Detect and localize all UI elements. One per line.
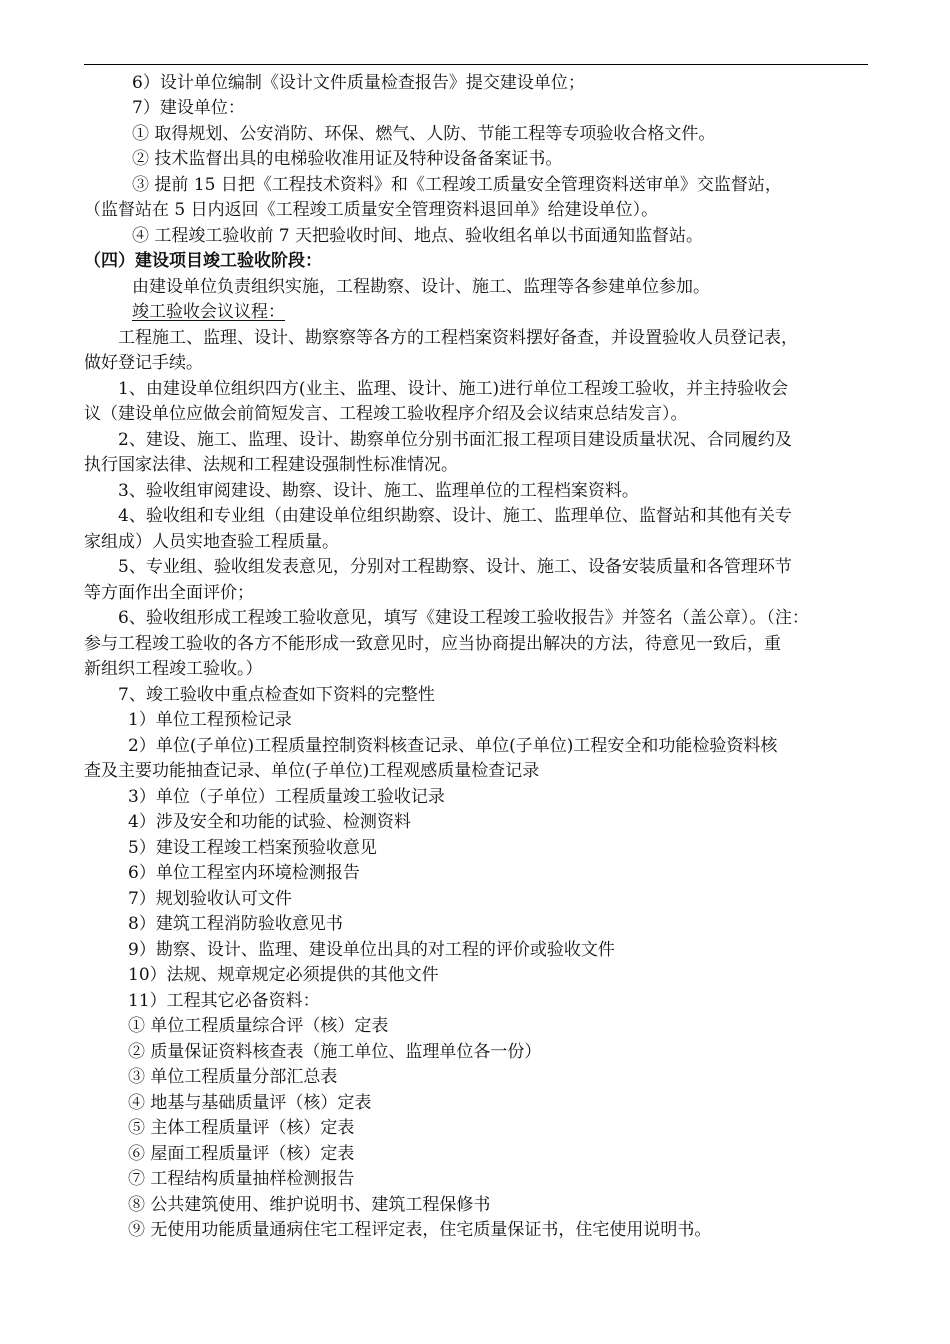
text-line: ⑤ 主体工程质量评（核）定表 xyxy=(128,1118,355,1138)
text-line: 9）勘察、设计、监理、建设单位出具的对工程的评价或验收文件 xyxy=(128,940,615,960)
text-line: 1、由建设单位组织四方(业主、监理、设计、施工)进行单位工程竣工验收，并主持验收会 xyxy=(118,379,789,399)
text-line: 6、验收组形成工程竣工验收意见，填写《建设工程竣工验收报告》并签名（盖公章）。（注： xyxy=(118,608,809,628)
subheading: 竣工验收会议议程： xyxy=(132,302,285,322)
text-line: 4）涉及安全和功能的试验、检测资料 xyxy=(128,812,411,832)
text-line: 议（建设单位应做会前简短发言、工程竣工验收程序介绍及会议结束总结发言）。 xyxy=(84,404,688,424)
text-line: 做好登记手续。 xyxy=(84,353,203,373)
text-line: 3）单位（子单位）工程质量竣工验收记录 xyxy=(128,787,445,807)
text-line: 3、验收组审阅建设、勘察、设计、施工、监理单位的工程档案资料。 xyxy=(118,481,639,501)
text-line: ③ 单位工程质量分部汇总表 xyxy=(128,1067,338,1087)
text-line: 10）法规、规章规定必须提供的其他文件 xyxy=(128,965,439,985)
header-rule xyxy=(84,64,868,65)
text-line: 6）单位工程室内环境检测报告 xyxy=(128,863,360,883)
text-line: ② 技术监督出具的电梯验收准用证及特种设备备案证书。 xyxy=(132,149,563,169)
text-line: 查及主要功能抽查记录、单位(子单位)工程观感质量检查记录 xyxy=(84,761,540,781)
text-line: ⑦ 工程结构质量抽样检测报告 xyxy=(128,1169,355,1189)
text-line: 1）单位工程预检记录 xyxy=(128,710,292,730)
text-line: 5）建设工程竣工档案预验收意见 xyxy=(128,838,377,858)
text-line: 参与工程竣工验收的各方不能形成一致意见时，应当协商提出解决的方法，待意见一致后，重 xyxy=(84,634,781,654)
text-line: 家组成）人员实地查验工程质量。 xyxy=(84,532,339,552)
text-line: 11）工程其它必备资料： xyxy=(128,991,320,1011)
text-line: 6）设计单位编制《设计文件质量检查报告》提交建设单位； xyxy=(132,73,585,93)
text-line: 2）单位(子单位)工程质量控制资料核查记录、单位(子单位)工程安全和功能检验资料核 xyxy=(128,736,778,756)
text-line: 7）建设单位： xyxy=(132,98,245,118)
text-line: ⑧ 公共建筑使用、维护说明书、建筑工程保修书 xyxy=(128,1195,491,1215)
text-line: （监督站在 5 日内返回《工程竣工质量安全管理资料退回单》给建设单位）。 xyxy=(84,200,659,220)
text-line: 工程施工、监理、设计、勘察察等各方的工程档案资料摆好备查，并设置验收人员登记表， xyxy=(118,328,798,348)
section-heading: （四）建设项目竣工验收阶段： xyxy=(84,251,322,271)
text-line: 新组织工程竣工验收。） xyxy=(84,659,263,679)
text-line: ④ 工程竣工验收前 7 天把验收时间、地点、验收组名单以书面通知监督站。 xyxy=(132,226,704,246)
text-line: 5、专业组、验收组发表意见，分别对工程勘察、设计、施工、设备安装质量和各管理环节 xyxy=(118,557,792,577)
text-line: 由建设单位负责组织实施，工程勘察、设计、施工、监理等各参建单位参加。 xyxy=(132,277,710,297)
text-line: ① 取得规划、公安消防、环保、燃气、人防、节能工程等专项验收合格文件。 xyxy=(132,124,716,144)
text-line: ① 单位工程质量综合评（核）定表 xyxy=(128,1016,389,1036)
text-line: 4、验收组和专业组（由建设单位组织勘察、设计、施工、监理单位、监督站和其他有关专 xyxy=(118,506,792,526)
text-line: 2、建设、施工、监理、设计、勘察单位分别书面汇报工程项目建设质量状况、合同履约及 xyxy=(118,430,792,450)
text-line: 等方面作出全面评价； xyxy=(84,583,254,603)
text-line: ④ 地基与基础质量评（核）定表 xyxy=(128,1093,372,1113)
text-line: ⑨ 无使用功能质量通病住宅工程评定表，住宅质量保证书，住宅使用说明书。 xyxy=(128,1220,712,1240)
text-line: ③ 提前 15 日把《工程技术资料》和《工程竣工质量安全管理资料送审单》交监督站， xyxy=(132,175,782,195)
text-line: 7、竣工验收中重点检查如下资料的完整性 xyxy=(118,685,435,705)
text-line: ⑥ 屋面工程质量评（核）定表 xyxy=(128,1144,355,1164)
text-line: 执行国家法律、法规和工程建设强制性标准情况。 xyxy=(84,455,458,475)
text-line: 7）规划验收认可文件 xyxy=(128,889,292,909)
text-line: 8）建筑工程消防验收意见书 xyxy=(128,914,343,934)
text-line: ② 质量保证资料核查表（施工单位、监理单位各一份） xyxy=(128,1042,542,1062)
